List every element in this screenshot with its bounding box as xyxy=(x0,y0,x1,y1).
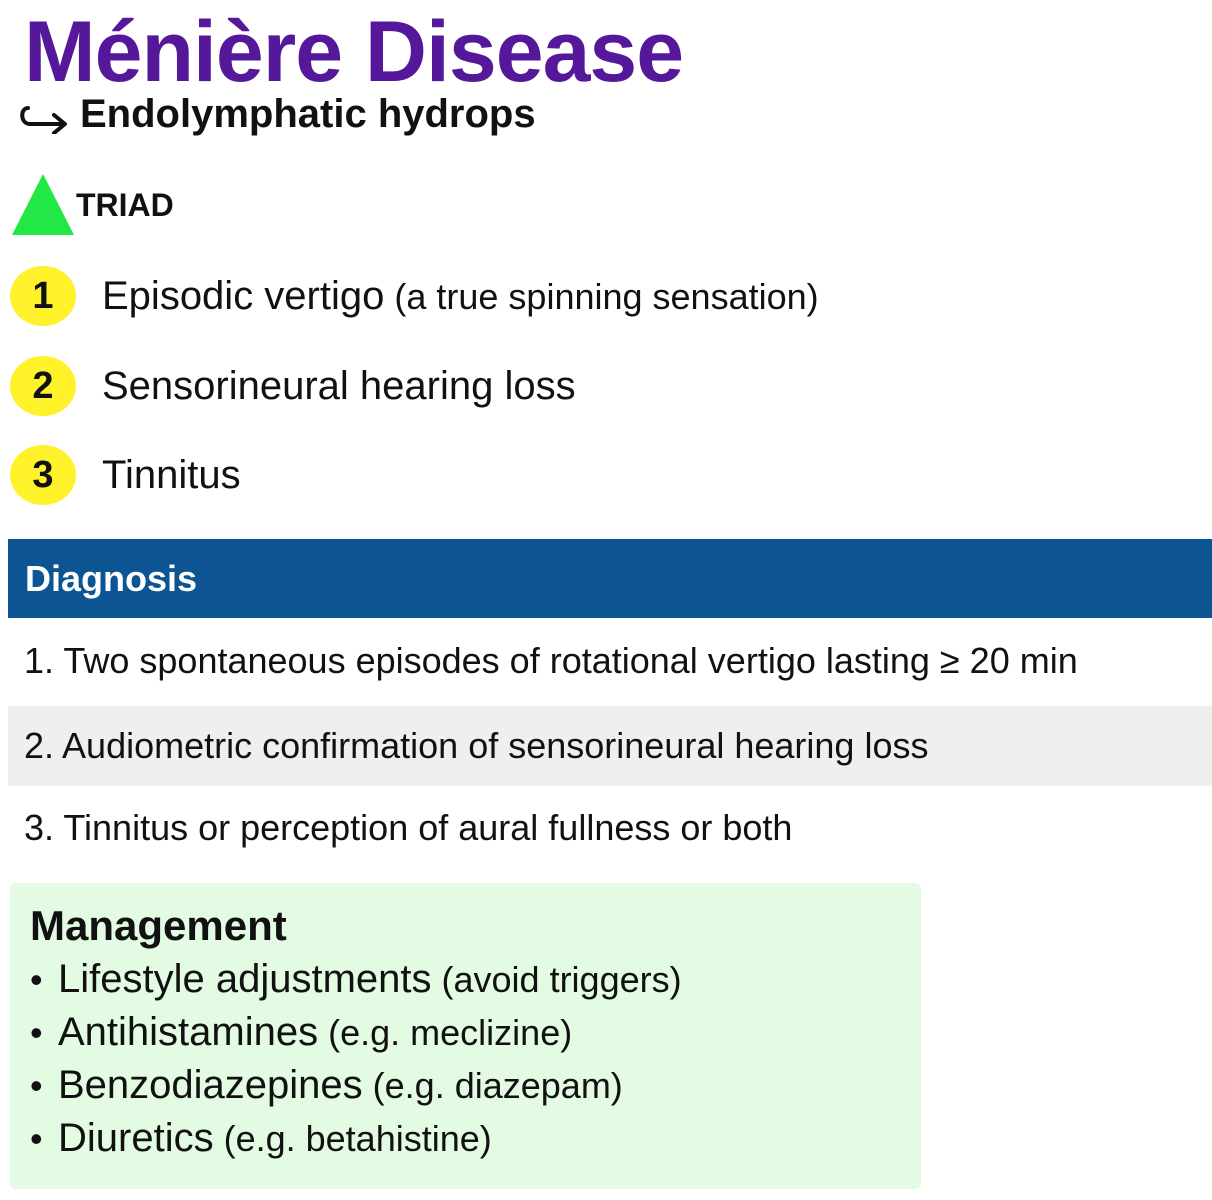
number-badge: 3 xyxy=(10,445,76,505)
management-item xyxy=(30,1059,921,1112)
management-title: Management xyxy=(30,902,287,949)
diagnosis-row xyxy=(8,788,1212,868)
management-item-main: Lifestyle adjustments xyxy=(58,957,432,1001)
hook-arrow-icon xyxy=(18,94,74,134)
management-item-note: (e.g. meclizine) xyxy=(328,1012,573,1053)
bullet-icon: • xyxy=(30,959,43,1000)
bullet-icon: • xyxy=(30,1065,43,1106)
diagnosis-row-text: 2. Audiometric confirmation of sensorineural hearing loss xyxy=(24,725,929,766)
triangle-icon xyxy=(10,172,76,236)
management-item xyxy=(30,953,921,1006)
management-item-main: Benzodiazepines xyxy=(58,1063,363,1107)
management-item-main: Diuretics xyxy=(58,1116,214,1160)
triad-item-text xyxy=(102,364,576,409)
diagnosis-row xyxy=(8,706,1212,786)
bullet-icon: • xyxy=(30,1118,43,1159)
management-item-main: Antihistamines xyxy=(58,1010,319,1054)
diagnosis-row xyxy=(8,621,1212,701)
diagnosis-row-text: 3. Tinnitus or perception of aural fullness or both xyxy=(24,807,793,848)
subtitle: Endolymphatic hydrops xyxy=(80,91,536,136)
management-box xyxy=(10,883,921,1189)
bullet-icon: • xyxy=(30,1012,43,1053)
triad-item-text xyxy=(102,274,819,319)
triad-label: TRIAD xyxy=(76,187,174,223)
triad-item-note: (a true spinning sensation) xyxy=(394,275,819,317)
triad-item xyxy=(10,354,576,418)
triad-heading xyxy=(10,170,174,236)
management-item-note: (e.g. betahistine) xyxy=(223,1118,492,1159)
triad-item-main: Sensorineural hearing loss xyxy=(102,363,576,408)
diagnosis-header xyxy=(8,539,1212,618)
triad-item xyxy=(10,443,241,507)
management-item-note: (e.g. diazepam) xyxy=(372,1065,623,1106)
triad-item-main: Episodic vertigo xyxy=(102,273,385,318)
diagnosis-row-text: 1. Two spontaneous episodes of rotational vertigo lasting ≥ 20 min xyxy=(24,640,1078,681)
triad-item xyxy=(10,264,819,328)
number-badge: 2 xyxy=(10,356,76,416)
management-item xyxy=(30,1112,921,1165)
triad-item-main: Tinnitus xyxy=(102,452,241,497)
management-item xyxy=(30,1006,921,1059)
diagnosis-header-label: Diagnosis xyxy=(25,557,198,599)
subtitle-row xyxy=(18,86,536,142)
page-title: Ménière Disease xyxy=(24,4,684,100)
triad-item-text xyxy=(102,453,241,498)
management-item-note: (avoid triggers) xyxy=(441,959,682,1000)
number-badge: 1 xyxy=(10,266,76,326)
